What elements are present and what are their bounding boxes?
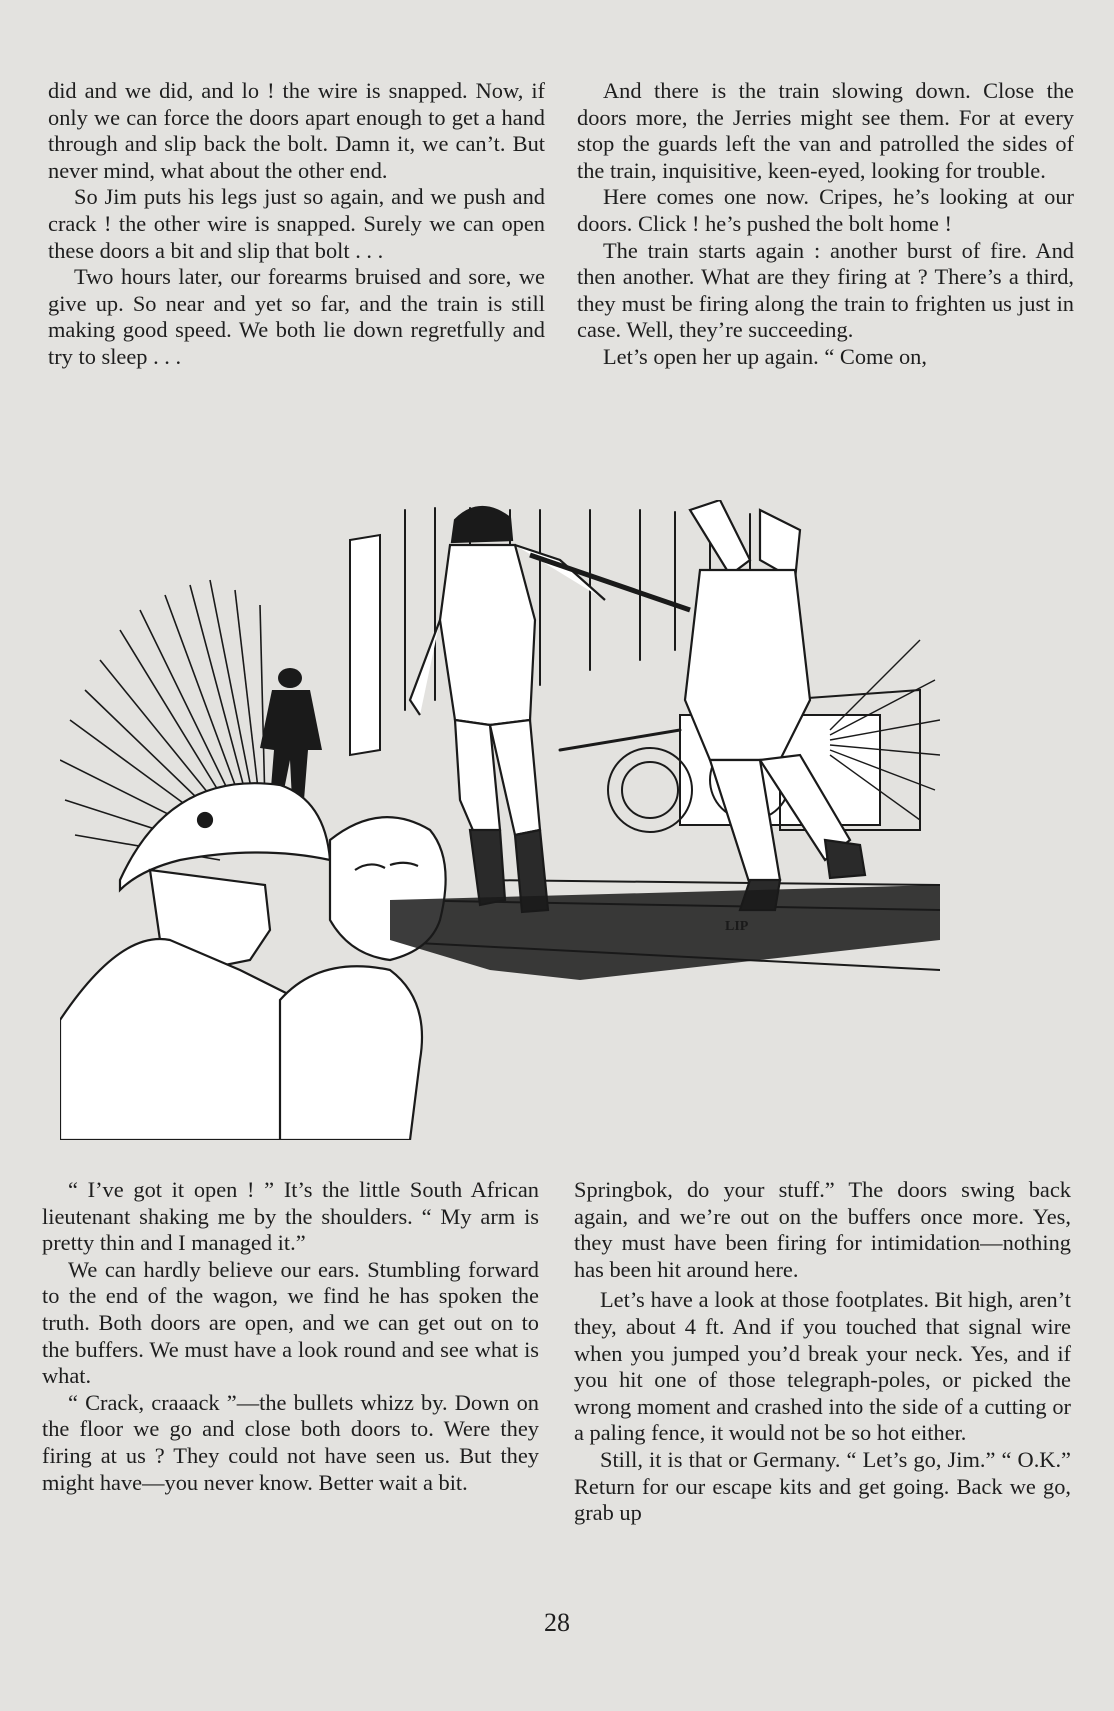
paragraph: And there is the train slowing down. Close the doors more, the Jerries might see them. For at every stop the guards left the van and patrolled the sides of the train, inquisitive, keen-eyed, looking for trouble. bbox=[577, 78, 1074, 183]
paragraph: Let’s have a look at those footplates. Bit high, aren’t they, about 4 ft. And if you touched that signal wire when you jumped you’d break your neck. Yes, and if you hit one of those telegraph-poles, or picked the wrong moment and crashed into the side of a cutting or a paling fence, it would not be so hot either. bbox=[574, 1287, 1071, 1446]
paragraph: Two hours later, our forearms bruised and sore, we give up. So near and yet so far, and the train is still making good speed. We both lie down regretfully and try to sleep . . . bbox=[48, 264, 545, 369]
paragraph: Here comes one now. Cripes, he’s looking at our doors. Click ! he’s pushed the bolt home ! bbox=[577, 184, 1074, 236]
paragraph: did and we did, and lo ! the wire is snapped. Now, if only we can force the doors apart enough to get a hand through and slip back the bolt. Damn it, we can’t. But never mind, what about the other end. bbox=[48, 78, 545, 183]
paragraph: Springbok, do your stuff.” The doors swing back again, and we’re out on the buffers once more. Yes, they must have been firing for intimidation—nothing has been hit around here. bbox=[574, 1177, 1071, 1282]
paragraph: “ I’ve got it open ! ” It’s the little South African lieutenant shaking me by the shoulders. “ My arm is pretty thin and I managed it.” bbox=[42, 1177, 539, 1256]
paragraph: Let’s open her up again. “ Come on, bbox=[603, 343, 927, 369]
column-top-right bbox=[577, 78, 1074, 371]
page-number: 28 bbox=[544, 1608, 570, 1637]
paragraph: Still, it is that or Germany. “ Let’s go, Jim.” “ O.K.” Return for our escape kits and get going. Back we go, grab up bbox=[574, 1446, 1071, 1526]
column-top-left bbox=[48, 78, 545, 371]
illustration-soldiers-train bbox=[60, 500, 940, 1140]
paragraph: We can hardly believe our ears. Stumbling forward to the end of the wagon, we find he has spoken the truth. Both doors are open, and we can get out on to the buffers. We must have a look round and see what is what. bbox=[42, 1256, 539, 1389]
artist-signature: LIP bbox=[725, 919, 749, 934]
column-bottom-left bbox=[42, 1177, 539, 1496]
paragraph: So Jim puts his legs just so again, and we push and crack ! the other wire is snapped. Surely we can open these doors a bit and slip that bolt . . . bbox=[48, 184, 545, 263]
paragraph: The train starts again : another burst of fire. And then another. What are they firing at ? There’s a third, they must be firing along the train to frighten us just in case. Well, they’re succeeding. bbox=[577, 237, 1074, 343]
column-bottom-right bbox=[574, 1177, 1071, 1527]
paragraph: “ Crack, craaack ”—the bullets whizz by. Down on the floor we go and close both doors to. Were they firing at us ? They could not have seen us. But they might have—you never know. Better wait a bit. bbox=[42, 1389, 539, 1495]
